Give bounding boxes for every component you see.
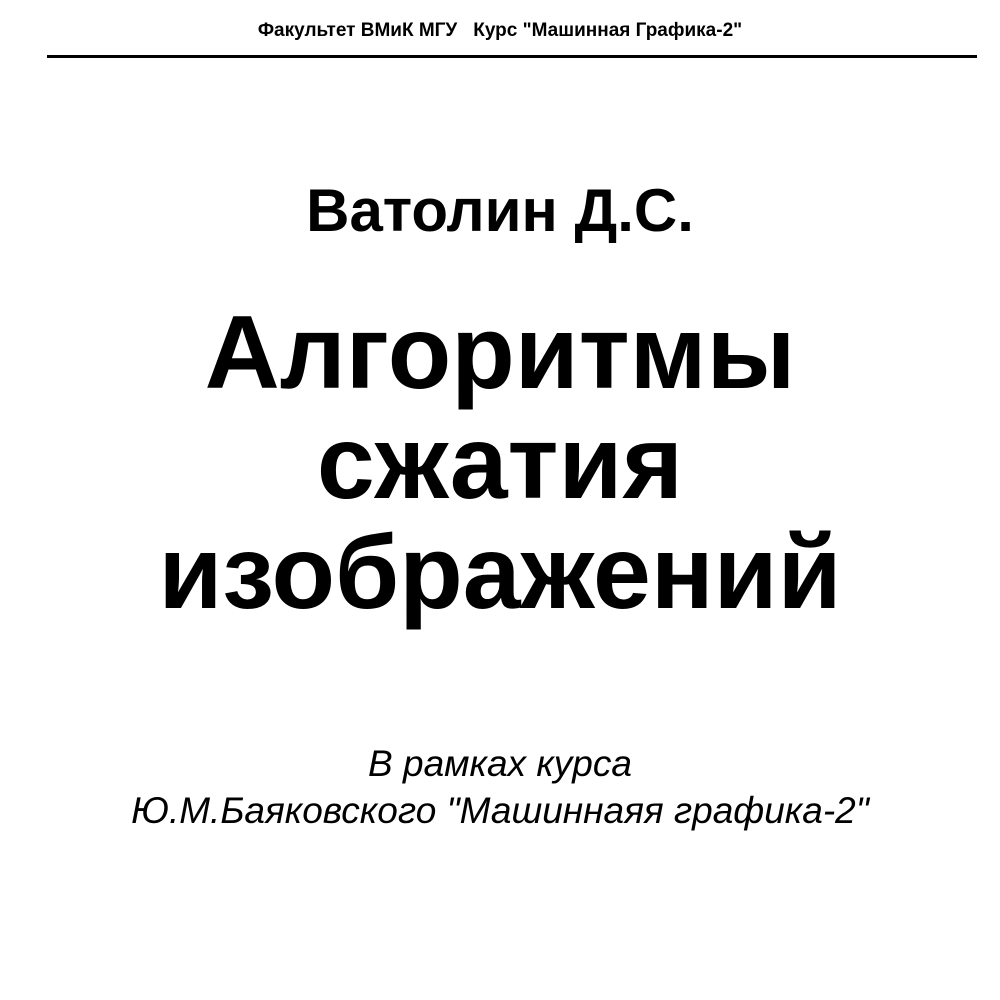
title-line-3: изображений [158, 515, 842, 631]
slide-header [0, 19, 1000, 43]
author-name: Ватолин Д.С. [306, 177, 694, 244]
header-rule [47, 55, 977, 58]
slide-title [0, 295, 1000, 631]
title-line-2: сжатия [316, 405, 684, 521]
slide-subtitle [0, 740, 1000, 834]
header-course-text: Курс "Машинная Графика-2" [473, 20, 743, 41]
title-line-1: Алгоритмы [204, 295, 796, 411]
header-faculty-text: Факультет ВМиК МГУ [257, 20, 458, 41]
subtitle-line-1: В рамках курса [368, 743, 632, 784]
subtitle-line-2: Ю.М.Баяковского "Машиннаяя графика-2" [131, 790, 869, 831]
